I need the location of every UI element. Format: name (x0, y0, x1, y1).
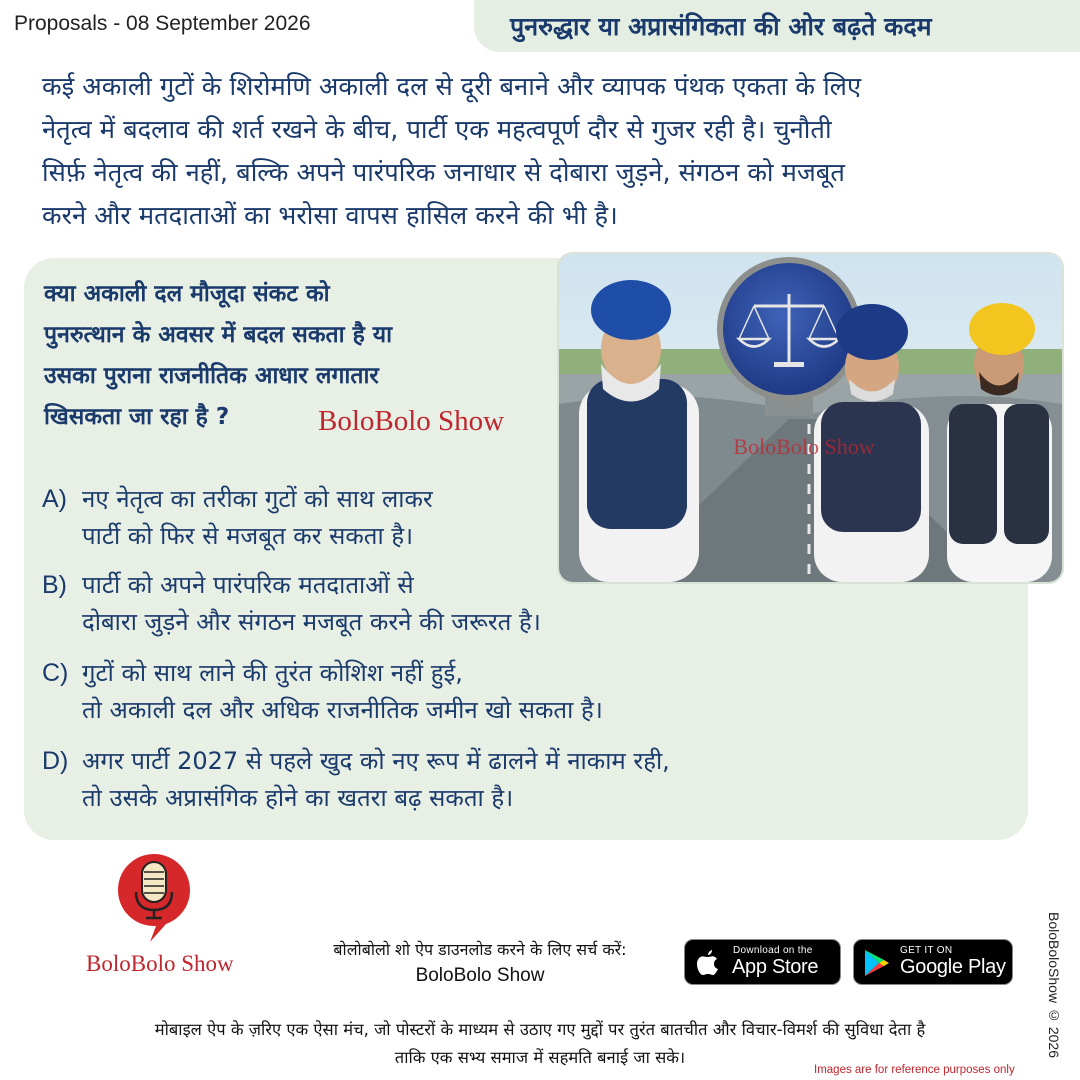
option-letter: B) (42, 571, 67, 599)
intro-line: करने और मतदाताओं का भरोसा वापस हासिल करने की भी है। (42, 201, 618, 231)
intro-line: नेतृत्व में बदलाव की शर्त रखने के बीच, पार्टी एक महत्वपूर्ण दौर से गुजर रही है। चुनौती (42, 115, 832, 145)
poll-option-c[interactable] (42, 655, 603, 729)
app-store-label: App Store (732, 956, 819, 978)
poll-option-a[interactable] (42, 481, 433, 555)
option-text: तो उसके अप्रासंगिक होने का खतरा बढ़ सकता है। (82, 784, 514, 812)
option-text: पार्टी को फिर से मजबूत कर सकता है। (82, 522, 414, 550)
poll-option-d[interactable] (42, 743, 670, 817)
intro-line: कई अकाली गुटों के शिरोमणि अकाली दल से दूरी बनाने और व्यापक पंथक एकता के लिए (42, 72, 862, 102)
intro-line: सिर्फ़ नेतृत्व की नहीं, बल्कि अपने पारंपरिक जनाधार से दोबारा जुड़ने, संगठन को मजबूत (42, 158, 845, 188)
search-term: BoloBolo Show (415, 965, 545, 986)
copyright-credit: BoloBoloShow © 2026 (1046, 912, 1062, 1058)
question-line: क्या अकाली दल मौजूदा संकट को (44, 281, 330, 307)
search-prompt: बोलोबोलो शो ऐप डाउनलोड करने के लिए सर्च करें: (333, 940, 627, 959)
option-text: तो अकाली दल और अधिक राजनीतिक जमीन खो सकता है। (82, 696, 603, 724)
page-title: पुनरुद्धार या अप्रासंगिकता की ओर बढ़ते कदम (510, 12, 932, 41)
option-text: गुटों को साथ लाने की तुरंत कोशिश नहीं हुई, (82, 659, 463, 687)
question-line: उसका पुराना राजनीतिक आधार लगातार (44, 363, 379, 389)
option-text: पार्टी को अपने पारंपरिक मतदाताओं से (82, 571, 414, 599)
google-play-label: Google Play (900, 956, 1006, 978)
image-disclaimer: Images are for reference purposes only (814, 1064, 1015, 1076)
option-text: नए नेतृत्व का तरीका गुटों को साथ लाकर (82, 485, 433, 513)
app-store-button[interactable] (684, 939, 841, 985)
app-store-sub: Download on the (733, 945, 813, 956)
reference-photo (557, 252, 1064, 584)
option-letter: C) (42, 659, 69, 687)
intro-paragraph (42, 66, 1052, 238)
footer-description: मोबाइल ऐप के ज़रिए एक ऐसा मंच, जो पोस्टरों के माध्यम से उठाए गए मुद्दों पर तुरंत बातचीत और विचार-विमर्श की सुविधा देता है (154, 1020, 926, 1039)
google-play-icon (864, 949, 890, 977)
footer-logo-text: BoloBolo Show (86, 951, 234, 976)
brand-wordmark: BoloBolo Show (318, 405, 505, 437)
option-text: अगर पार्टी 2027 से पहले खुद को नए रूप में ढालने में नाकाम रही, (82, 747, 670, 775)
question-line: पुनरुत्थान के अवसर में बदल सकता है या (44, 322, 393, 348)
option-letter: A) (42, 485, 67, 513)
option-letter: D) (42, 747, 69, 775)
question-line: खिसकता जा रहा है ? (44, 404, 230, 430)
poll-option-b[interactable] (42, 567, 541, 641)
google-play-sub: GET IT ON (900, 945, 953, 956)
image-watermark: BoloBolo Show (733, 434, 875, 459)
microphone-chat-icon (116, 852, 192, 944)
footer-description: ताकि एक सभ्य समाज में सहमति बनाई जा सके। (394, 1048, 686, 1067)
apple-icon (697, 950, 719, 976)
option-text: दोबारा जुड़ने और संगठन मजबूत करने की जरूरत है। (82, 608, 541, 636)
google-play-button[interactable] (853, 939, 1013, 985)
date-label: Proposals - 08 September 2026 (14, 12, 311, 35)
